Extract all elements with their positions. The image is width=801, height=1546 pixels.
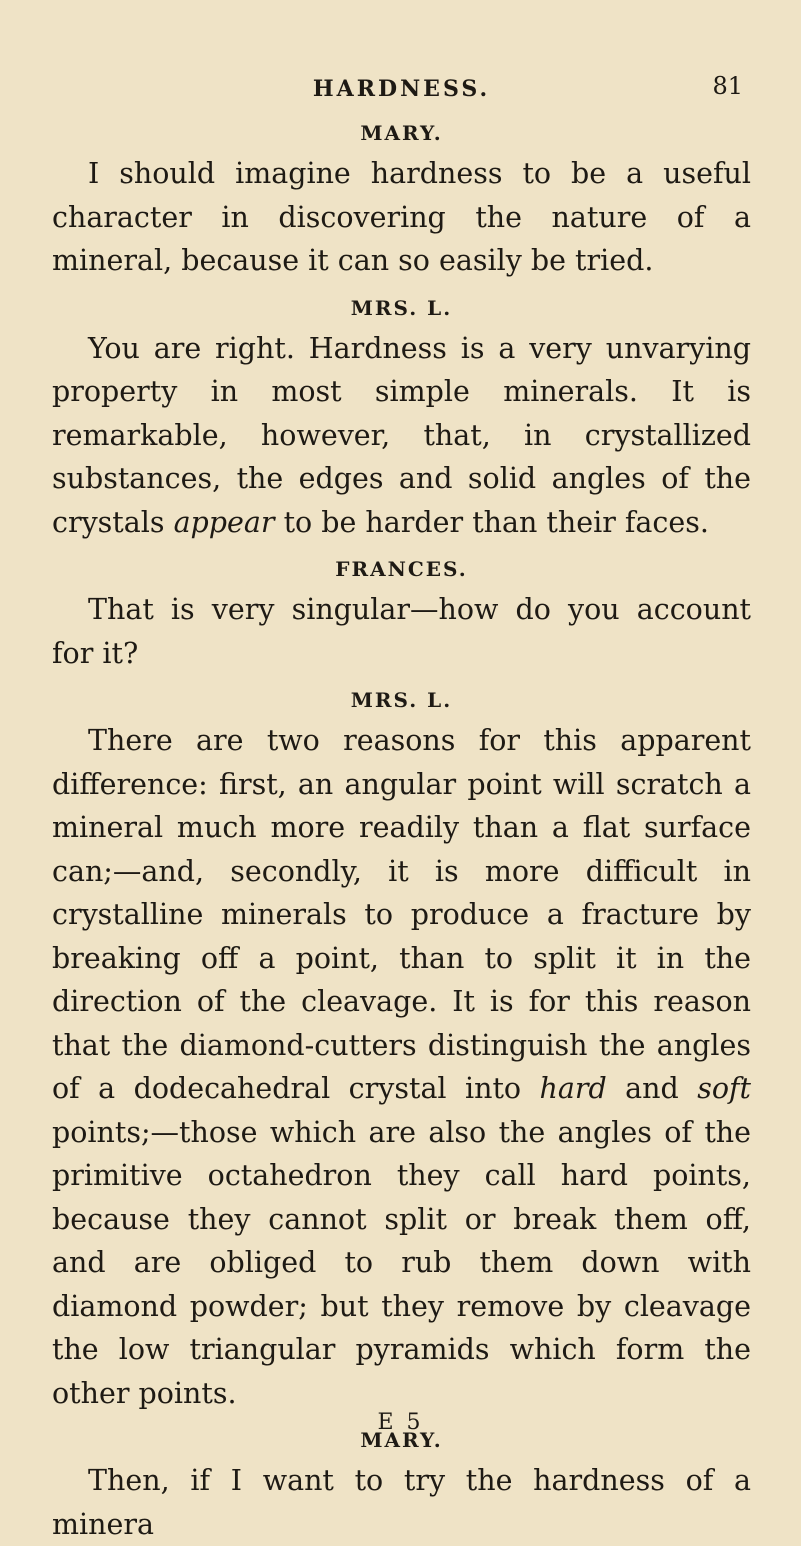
speech-text: Then, if I want to try the hardness of a minera [52,1464,751,1541]
speech-text [52,327,751,545]
speech-text-part: points;—those which are also the angles of the primitive octahedron they call hard points, because they cannot split or break them off, and are obliged to rub them down with diamond powder; but they remove by cleavage the low triangular pyramids which form the other points. [52,1115,751,1410]
speaker-heading: MARY. [360,121,443,145]
dialogue-body [52,118,751,1546]
speech-paragraph [52,327,751,545]
speech-text: That is very singular—how do you account for it? [52,593,751,670]
speech-paragraph [52,719,751,1415]
emphasized-word: hard [539,1072,607,1105]
speaker-heading: MRS. L. [350,688,453,712]
speech-paragraph [52,1459,751,1546]
speech-text [52,719,751,1415]
speaker-heading: FRANCES. [335,557,468,581]
running-title: HARDNESS. [312,76,491,102]
speech-text: I should imagine hardness to be a useful character in discovering the nature of a mineral, because it can so easily be tried. [52,157,751,277]
running-head [52,0,751,102]
speech-text-part: to be harder than their faces. [274,505,709,539]
speaker-heading: MARY. [360,1428,443,1452]
speech-paragraph [52,152,751,283]
speech-paragraph [52,588,751,675]
signature-mark: E 5 [377,1410,424,1435]
speaker-heading: MRS. L. [350,295,453,320]
speech-text-part: You are right. Hardness is a very unvarying property in most simple minerals. It is remarkable, however, that, in crystallized substances, the edges and solid angles of the crystals [52,331,751,539]
emphasized-word: appear [173,505,275,539]
emphasized-word: soft [697,1072,751,1105]
page-number: 81 [712,72,743,100]
speech-text-part: There are two reasons for this apparent difference: first, an angular point will scratch a mineral much more readily than a flat surface can;—and, secondly, it is more difficult in crystalline minerals to produce a fracture by breaking off a point, than to split it in the direction of the cleavage. It is for this reason that the diamond-cutters distinguish the angles of a dodecahedral crystal into [52,724,751,1105]
speech-text-part: and [606,1072,698,1105]
